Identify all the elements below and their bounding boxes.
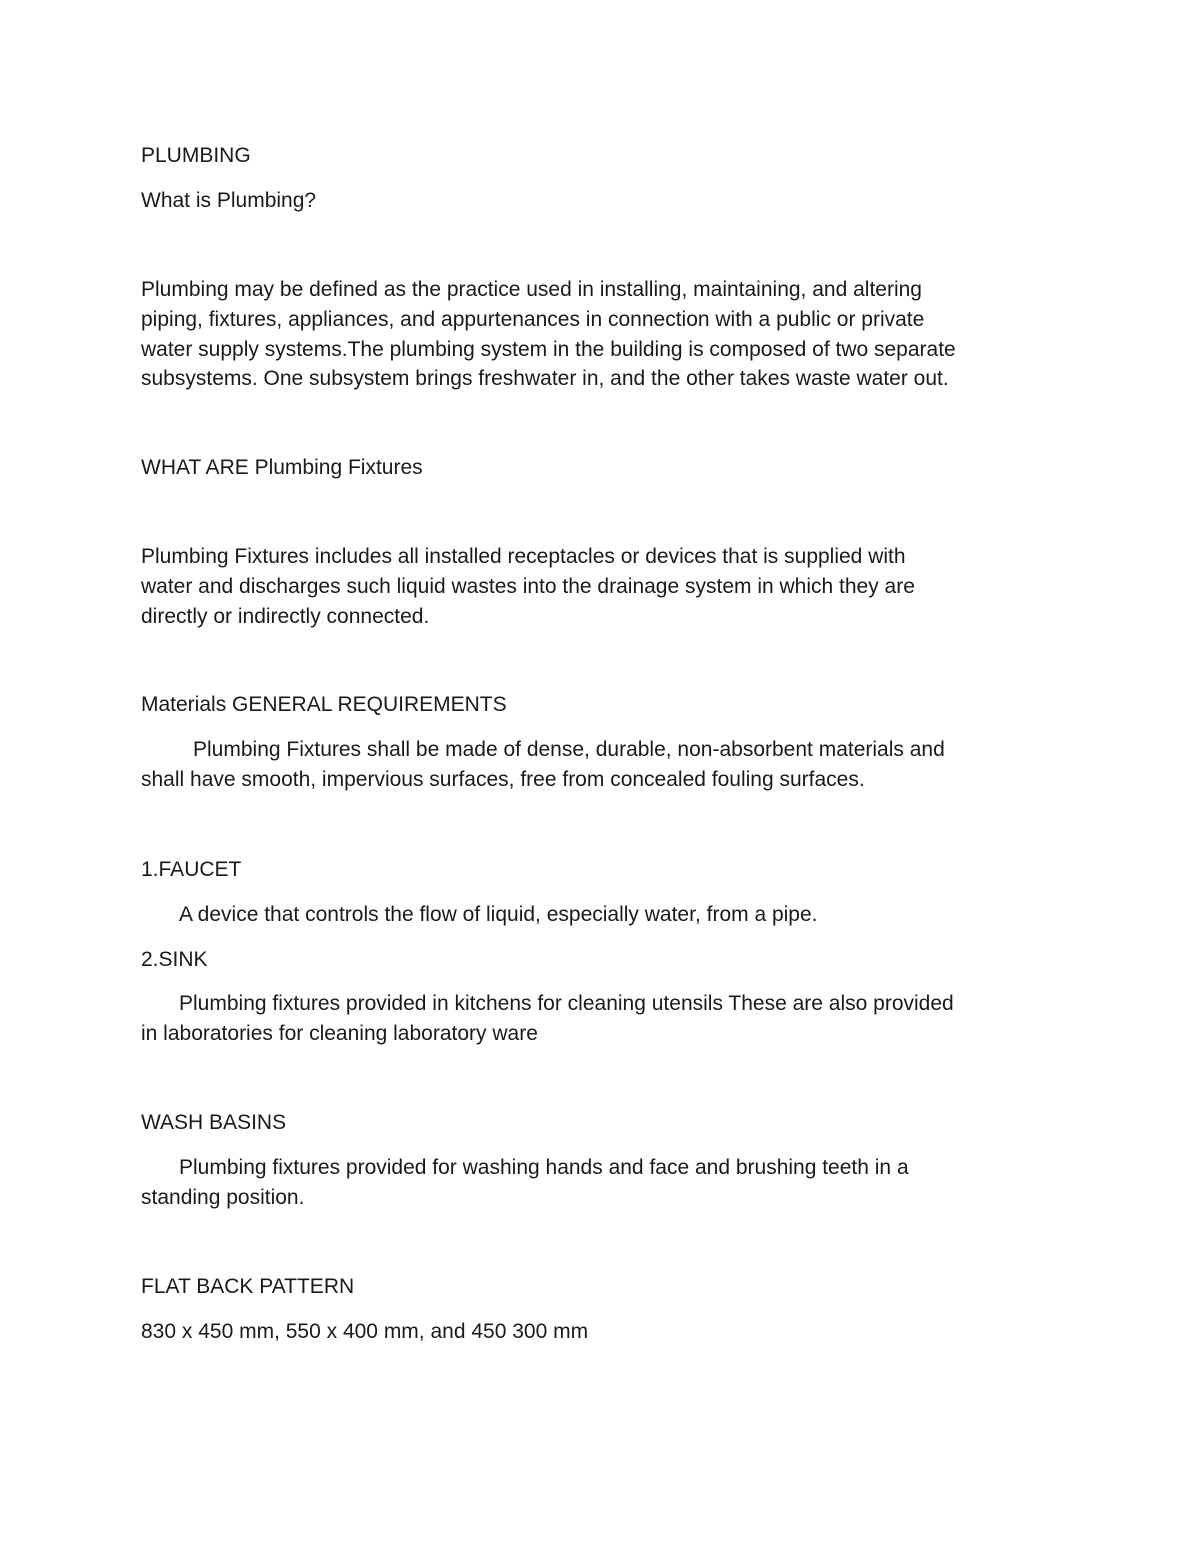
- question-heading: What is Plumbing?: [141, 189, 317, 212]
- flat-back-text: 830 x 450 mm, 550 x 400 mm, and 450 300 mm: [141, 1320, 589, 1343]
- materials-line: shall have smooth, impervious surfaces, free from concealed fouling surfaces.: [141, 768, 865, 791]
- document-title: PLUMBING: [141, 144, 251, 167]
- materials-heading: Materials GENERAL REQUIREMENTS: [141, 693, 507, 716]
- sink-heading: 2.SINK: [141, 948, 208, 971]
- definition-line: water supply systems.The plumbing system in the building is composed of two separate: [141, 338, 956, 361]
- faucet-heading: 1.FAUCET: [141, 858, 242, 881]
- sink-line: Plumbing fixtures provided in kitchens for cleaning utensils These are also provided: [179, 992, 954, 1015]
- fixtures-heading: WHAT ARE Plumbing Fixtures: [141, 456, 423, 479]
- sink-line: in laboratories for cleaning laboratory ware: [141, 1022, 538, 1045]
- materials-line: Plumbing Fixtures shall be made of dense, durable, non-absorbent materials and: [193, 738, 945, 761]
- wash-basins-line: standing position.: [141, 1186, 305, 1209]
- faucet-text: A device that controls the flow of liquid, especially water, from a pipe.: [179, 903, 818, 926]
- flat-back-heading: FLAT BACK PATTERN: [141, 1275, 355, 1298]
- fixtures-line: Plumbing Fixtures includes all installed receptacles or devices that is supplied with: [141, 545, 906, 568]
- wash-basins-heading: WASH BASINS: [141, 1111, 287, 1134]
- definition-line: piping, fixtures, appliances, and appurtenances in connection with a public or private: [141, 308, 925, 331]
- wash-basins-line: Plumbing fixtures provided for washing hands and face and brushing teeth in a: [179, 1156, 909, 1179]
- definition-line: Plumbing may be defined as the practice used in installing, maintaining, and altering: [141, 278, 922, 301]
- definition-line: subsystems. One subsystem brings freshwater in, and the other takes waste water out.: [141, 367, 949, 390]
- fixtures-line: directly or indirectly connected.: [141, 605, 430, 628]
- fixtures-line: water and discharges such liquid wastes into the drainage system in which they are: [141, 575, 915, 598]
